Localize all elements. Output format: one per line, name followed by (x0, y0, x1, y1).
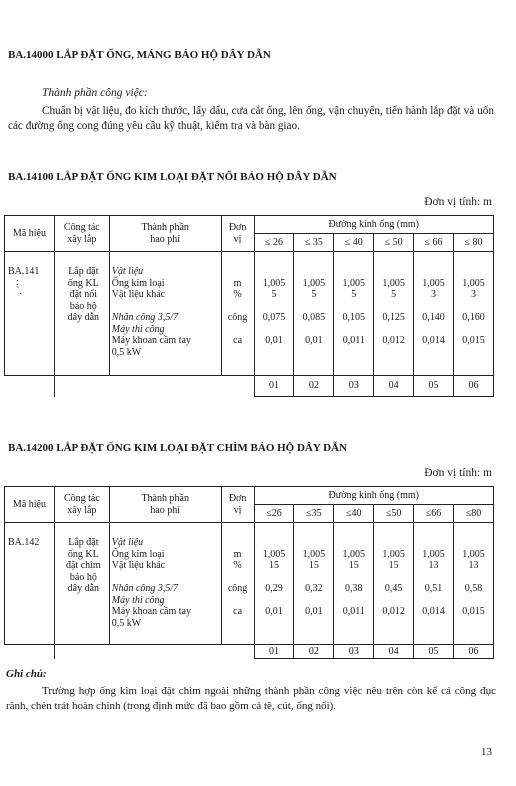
value-cell: 1,005 (422, 277, 445, 289)
value-column (453, 252, 493, 376)
value-cell: 0,140 (422, 312, 445, 323)
value-cell (255, 595, 294, 607)
value-cell (374, 572, 413, 584)
header-code: Mã hiệu (5, 487, 55, 523)
value-column (374, 252, 414, 376)
value-cell (454, 595, 493, 607)
value-cell: 0,085 (302, 312, 326, 323)
header-work-line: xây lắp (67, 504, 97, 516)
header-work-line: Công tác (63, 492, 100, 504)
empty-cell (221, 376, 254, 397)
header-code: Mã hiệu (5, 216, 55, 252)
value-cell (414, 618, 453, 630)
page-number: 13 (481, 746, 492, 758)
note-text: Trường hợp ống kim loại đặt chìm ngoài những thành phần công việc nêu trên còn kể cả công đục rãnh, chèn trát hoàn chỉnh (trong định mức đã bao gồm cả tê, cút, ống nối). (6, 685, 496, 712)
col-code: 03 (334, 645, 374, 659)
value-cell: 1,005 (462, 277, 485, 289)
value-cell: 0,58 (464, 583, 483, 594)
work-description (54, 523, 109, 645)
value-cell (374, 618, 413, 630)
value-cell: 0,011 (342, 606, 365, 617)
code-value: BA.142 (8, 537, 40, 548)
component-line: Vật liệu khác (111, 560, 166, 571)
value-cell: 0,015 (462, 335, 485, 346)
work-line: Lắp đặt (68, 266, 99, 277)
header-unit-line: vị (233, 233, 242, 245)
value-cell (374, 266, 413, 278)
value-cell: 0,01 (265, 606, 283, 617)
header-component-line: Thành phần (141, 492, 189, 504)
value-cell (454, 266, 493, 278)
unit-list (221, 523, 254, 645)
value-column (334, 252, 374, 376)
component-line: 0,5 kW (111, 617, 142, 629)
value-cell: 0,011 (342, 335, 365, 346)
header-size: ≤26 (254, 505, 294, 523)
work-description (54, 252, 109, 376)
header-unit-line: Đơn (228, 221, 247, 233)
value-cell (414, 347, 453, 359)
value-cell: 0,014 (422, 335, 445, 346)
value-cell: 0,51 (424, 583, 443, 594)
value-cell: 1,005 (462, 548, 485, 560)
work-components-title: Thành phần công việc: (42, 87, 148, 99)
empty-cell (5, 376, 55, 397)
empty-cell (5, 645, 55, 659)
unit-line (222, 618, 254, 630)
table2-heading: BA.14200 LẮP ĐẶT ỐNG KIM LOẠI ĐẶT CHÌM BẢO HỘ DÂY DẪN (8, 442, 347, 454)
value-cell: 5 (351, 289, 357, 300)
col-code: 01 (254, 645, 294, 659)
value-cell (255, 324, 294, 336)
value-column (453, 523, 493, 645)
header-component (109, 216, 221, 252)
value-cell: 0,012 (382, 335, 405, 346)
value-cell (294, 324, 333, 336)
value-cell (334, 347, 373, 359)
value-cell: 3 (431, 289, 437, 300)
unit-line: ca (233, 606, 243, 617)
header-size: ≤ 66 (414, 234, 454, 252)
component-line: Máy thi công (111, 594, 165, 606)
value-cell: 1,005 (262, 277, 286, 289)
value-cell: 5 (391, 289, 397, 300)
empty-cell (221, 645, 254, 659)
value-cell: 13 (428, 560, 439, 571)
note-title: Ghi chú: (6, 668, 47, 680)
value-cell (374, 301, 413, 313)
value-cell (294, 618, 333, 630)
work-line: ống KL (67, 277, 99, 289)
value-cell (334, 595, 373, 607)
work-line: đặt nổi (69, 289, 98, 300)
value-cell (454, 537, 493, 549)
scan-marks: : `. (16, 276, 22, 297)
header-work (54, 487, 109, 523)
work-line: bảo hộ (69, 571, 97, 583)
value-cell: 1,005 (382, 277, 405, 289)
value-cell: 15 (268, 560, 279, 571)
col-code: 05 (414, 376, 454, 397)
value-cell (414, 324, 453, 336)
header-component-line: hao phí (150, 233, 181, 245)
value-column (414, 523, 454, 645)
value-cell: 1,005 (342, 277, 365, 289)
value-cell: 5 (271, 289, 277, 300)
value-cell (294, 572, 333, 584)
value-cell: 0,014 (422, 606, 445, 617)
unit-line (222, 266, 254, 278)
value-cell: 1,005 (422, 548, 445, 560)
row-code (5, 252, 55, 376)
component-list (109, 523, 221, 645)
value-column (334, 523, 374, 645)
code-value: BA.141 (8, 266, 40, 277)
component-line: Máy khoan cầm tay (111, 335, 191, 346)
header-size: ≤80 (453, 505, 493, 523)
component-list (109, 252, 221, 376)
value-cell (454, 572, 493, 584)
header-size: ≤40 (334, 505, 374, 523)
header-diameter: Đường kính ống (mm) (254, 216, 493, 234)
header-unit-line: Đơn (228, 492, 247, 504)
value-cell (294, 537, 333, 549)
component-line: Ống kim loại (111, 277, 165, 289)
value-cell: 0,160 (462, 312, 485, 323)
component-line: Nhân công 3,5/7 (111, 312, 179, 323)
col-code: 05 (414, 645, 454, 659)
col-code: 06 (453, 376, 493, 397)
header-size: ≤ 40 (334, 234, 374, 252)
value-cell (294, 595, 333, 607)
value-cell (334, 266, 373, 278)
unit-line: % (233, 289, 242, 300)
header-work (54, 216, 109, 252)
value-cell (374, 537, 413, 549)
col-code: 04 (374, 376, 414, 397)
value-cell (454, 301, 493, 313)
value-cell (334, 537, 373, 549)
header-unit-line: vị (233, 504, 242, 516)
section-heading: BA.14000 LẮP ĐẶT ỐNG, MÁNG BẢO HỘ DÂY DẪN (8, 49, 271, 61)
value-cell (255, 301, 294, 313)
work-components-text: Chuẩn bị vật liệu, đo kích thước, lấy dấu, cưa cắt ống, lên ống, vận chuyển, tiến hành lắp đặt và uốn các đường ống cong đúng yêu cầu kỹ thuật, kiểm tra và bàn giao. (8, 105, 494, 132)
unit-line: công (227, 312, 248, 323)
value-cell: 0,38 (345, 583, 363, 594)
value-cell: 1,005 (342, 548, 365, 560)
work-line: ống KL (67, 548, 99, 560)
value-cell (414, 301, 453, 313)
value-cell (454, 347, 493, 359)
component-line (112, 572, 221, 584)
value-cell (334, 618, 373, 630)
value-cell: 1,005 (262, 548, 286, 560)
value-cell: 1,005 (302, 277, 326, 289)
value-cell (255, 618, 294, 630)
component-line: 0,5 kW (111, 346, 142, 358)
component-line: Ống kim loại (111, 548, 165, 560)
table2-unit-note: Đơn vị tính: m (424, 467, 492, 479)
col-code: 02 (294, 376, 334, 397)
value-column (254, 252, 294, 376)
value-cell (334, 572, 373, 584)
value-cell: 15 (348, 560, 359, 571)
value-cell (294, 266, 333, 278)
empty-cell (54, 645, 109, 659)
work-line: dây dẫn (67, 583, 100, 594)
table1 (4, 215, 494, 397)
component-line: Nhân công 3,5/7 (111, 583, 179, 594)
component-line: Vật liệu (111, 537, 144, 548)
value-cell: 15 (308, 560, 319, 571)
header-size: ≤ 35 (294, 234, 334, 252)
value-column (294, 252, 334, 376)
unit-line: m (233, 548, 242, 560)
component-line (112, 301, 221, 313)
unit-line: m (233, 277, 242, 289)
col-code: 04 (374, 645, 414, 659)
unit-line: công (227, 583, 248, 594)
header-size: ≤ 80 (453, 234, 493, 252)
value-cell: 5 (311, 289, 317, 300)
value-cell (255, 537, 294, 549)
value-cell: 0,29 (265, 583, 283, 594)
value-cell (334, 301, 373, 313)
header-size: ≤ 50 (374, 234, 414, 252)
header-diameter: Đường kính ống (mm) (254, 487, 493, 505)
value-cell (374, 347, 413, 359)
table2 (4, 486, 494, 659)
value-cell: 1,005 (302, 548, 326, 560)
header-work-line: xây lắp (67, 233, 97, 245)
value-cell (454, 618, 493, 630)
header-size: ≤50 (374, 505, 414, 523)
row-code (5, 523, 55, 645)
header-component (109, 487, 221, 523)
value-cell: 0,45 (384, 583, 403, 594)
component-line: Máy thi công (111, 323, 165, 335)
value-column (414, 252, 454, 376)
value-cell (294, 347, 333, 359)
value-column (254, 523, 294, 645)
value-cell: 0,32 (305, 583, 323, 594)
work-line: đặt chìm (65, 560, 101, 571)
value-cell (255, 266, 294, 278)
value-column (374, 523, 414, 645)
empty-cell (54, 376, 109, 397)
table1-unit-note: Đơn vị tính: m (424, 196, 492, 208)
value-cell: 1,005 (382, 548, 405, 560)
value-cell: 0,01 (305, 606, 323, 617)
value-cell (334, 324, 373, 336)
work-line: dây dẫn (67, 312, 100, 323)
header-component-line: Thành phần (141, 221, 189, 233)
empty-cell (109, 376, 221, 397)
unit-line (222, 301, 254, 313)
unit-line (222, 595, 254, 607)
col-code: 03 (334, 376, 374, 397)
value-cell: 0,01 (305, 335, 323, 346)
work-line: bảo hộ (69, 300, 97, 312)
value-cell: 0,075 (262, 312, 286, 323)
header-size: ≤66 (414, 505, 454, 523)
value-cell (255, 572, 294, 584)
value-cell (414, 595, 453, 607)
component-line: Máy khoan cầm tay (111, 606, 191, 617)
value-cell (414, 537, 453, 549)
component-line: Vật liệu khác (111, 289, 166, 300)
value-cell: 0,01 (265, 335, 283, 346)
header-component-line: hao phí (150, 504, 181, 516)
header-size: ≤35 (294, 505, 334, 523)
unit-line (222, 347, 254, 359)
header-unit (221, 487, 254, 523)
value-cell: 13 (468, 560, 479, 571)
unit-line (222, 572, 254, 584)
table1-heading: BA.14100 LẮP ĐẶT ỐNG KIM LOẠI ĐẶT NỔI BẢO HỘ DÂY DẪN (8, 171, 337, 183)
unit-list (221, 252, 254, 376)
value-cell: 0,125 (382, 312, 405, 323)
value-cell (374, 595, 413, 607)
value-cell (374, 324, 413, 336)
unit-line (222, 537, 254, 549)
component-line: Vật liệu (111, 266, 144, 277)
empty-cell (109, 645, 221, 659)
value-cell (454, 324, 493, 336)
value-cell: 0,012 (382, 606, 405, 617)
col-code: 02 (294, 645, 334, 659)
value-cell: 15 (388, 560, 399, 571)
value-cell: 0,105 (342, 312, 365, 323)
value-cell: 3 (470, 289, 476, 300)
header-size: ≤ 26 (254, 234, 294, 252)
col-code: 01 (254, 376, 294, 397)
work-line: Lắp đặt (68, 537, 99, 548)
header-work-line: Công tác (63, 221, 100, 233)
value-cell (294, 301, 333, 313)
value-cell: 0,015 (462, 606, 485, 617)
unit-line: ca (233, 335, 243, 346)
value-column (294, 523, 334, 645)
unit-line (222, 324, 254, 336)
value-cell (414, 572, 453, 584)
col-code: 06 (453, 645, 493, 659)
value-cell (255, 347, 294, 359)
unit-line: % (233, 560, 242, 571)
header-unit (221, 216, 254, 252)
value-cell (414, 266, 453, 278)
